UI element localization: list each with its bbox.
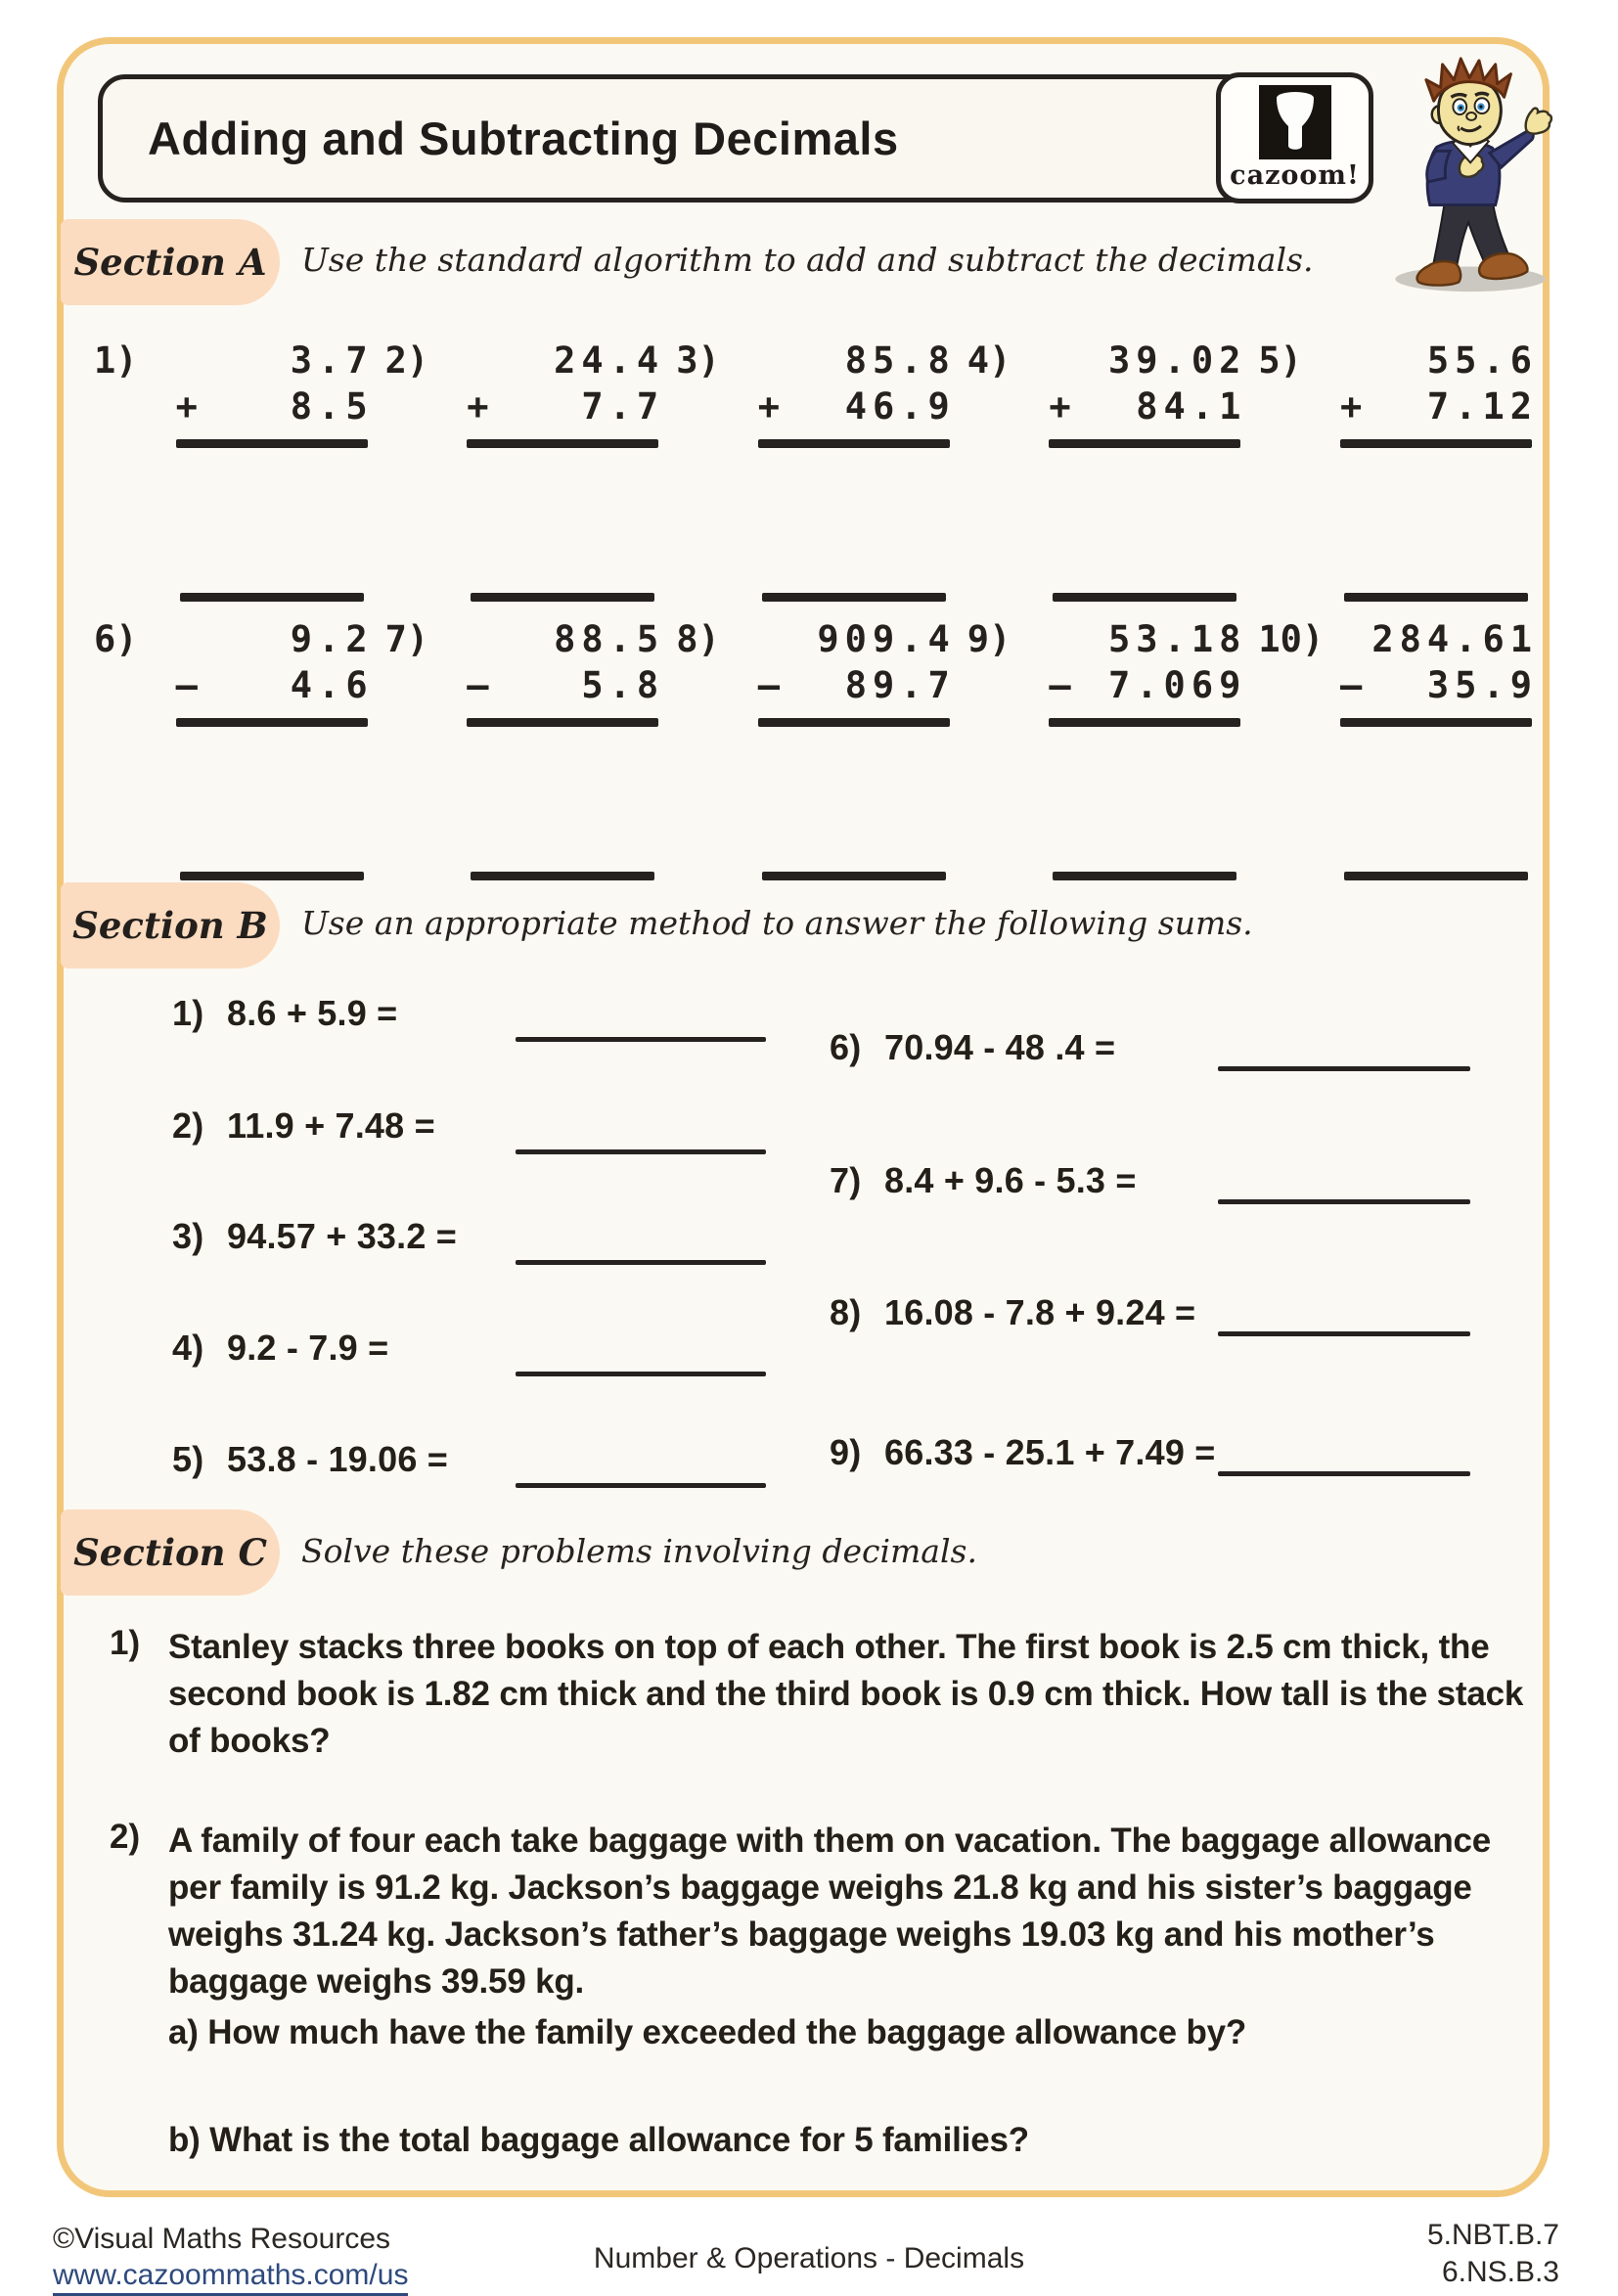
worksheet-category: Number & Operations - Decimals	[593, 2242, 1025, 2274]
answer-line[interactable]	[1344, 872, 1528, 880]
bottom-operand: 5.8	[581, 664, 665, 706]
problem-number: 8)	[830, 1292, 862, 1332]
column-addition-problem	[384, 338, 665, 602]
section-a-label	[61, 219, 280, 305]
problem-number: 6)	[830, 1027, 862, 1067]
problem-number: 10)	[1258, 618, 1325, 660]
problem-number: 2)	[110, 1818, 141, 1856]
sum-line	[1340, 439, 1532, 448]
expression: 16.08 - 7.8 + 9.24 =	[884, 1292, 1196, 1332]
section-c-instruction: Solve these problems involving decimals.	[301, 1532, 977, 1570]
sum-line	[176, 439, 368, 448]
problem-number: 3)	[676, 339, 720, 382]
operator: +	[1340, 385, 1363, 428]
column-subtraction-problem	[676, 616, 956, 880]
answer-line[interactable]	[516, 1037, 766, 1042]
expression: 53.8 - 19.06 =	[227, 1439, 448, 1479]
column-addition-problem	[94, 338, 374, 602]
operator: –	[1340, 664, 1363, 706]
operator: –	[467, 664, 489, 706]
sum-problem	[172, 1328, 388, 1369]
copyright-text: ©Visual Maths Resources	[53, 2223, 391, 2255]
problem-number: 5)	[1258, 339, 1302, 382]
answer-line[interactable]	[1218, 1471, 1470, 1476]
section-a-problem-row	[94, 616, 1538, 880]
top-operand: 9.2	[290, 618, 374, 660]
top-operand: 88.5	[554, 618, 665, 660]
sum-line	[467, 439, 658, 448]
operator: +	[757, 385, 781, 428]
operator: +	[175, 385, 198, 428]
bottom-operand: 7.069	[1108, 664, 1247, 706]
section-b-label-text: Section B	[72, 904, 268, 947]
problem-number: 8)	[676, 618, 720, 660]
section-a-label-text: Section A	[73, 241, 267, 284]
answer-line[interactable]	[1218, 1199, 1470, 1204]
sum-line	[1049, 718, 1240, 727]
sum-line	[176, 718, 368, 727]
problem-number: 2)	[384, 339, 429, 382]
answer-line[interactable]	[1344, 593, 1528, 602]
answer-line[interactable]	[1053, 872, 1236, 880]
answer-line[interactable]	[180, 593, 364, 602]
column-subtraction-problem	[94, 616, 374, 880]
page-title: Adding and Subtracting Decimals	[148, 113, 899, 164]
word-problem-part-a: a) How much have the family exceeded the baggage allowance by?	[168, 2013, 1247, 2051]
bottom-operand: 35.9	[1426, 664, 1538, 706]
column-addition-problem	[1258, 338, 1538, 602]
section-c-label	[61, 1509, 280, 1596]
sum-problem	[830, 1292, 1195, 1333]
sum-line	[758, 439, 950, 448]
answer-line[interactable]	[516, 1483, 766, 1488]
word-problem-text: Stanley stacks three books on top of each other. The first book is 2.5 cm thick, the second book is 1.82 cm thick and the third book is 0.9 cm thick. How tall is the stack of books?	[168, 1628, 1524, 1760]
expression: 94.57 + 33.2 =	[227, 1216, 458, 1256]
expression: 8.6 + 5.9 =	[227, 993, 398, 1033]
word-problem-text: A family of four each take baggage with them on vacation. The baggage allowance per family is 91.2 kg. Jackson’s baggage weighs 21.8 kg and his sister’s baggage weighs 31.24 kg. Jackson’s father’s baggage weighs 19.03 kg and his mother’s baggage weighs 39.59 kg.	[168, 1822, 1492, 2001]
top-operand: 24.4	[554, 339, 665, 382]
problem-number: 9)	[830, 1432, 862, 1472]
answer-line[interactable]	[762, 593, 946, 602]
column-subtraction-problem	[384, 616, 665, 880]
problem-number: 3)	[172, 1216, 204, 1256]
sum-line	[467, 718, 658, 727]
bottom-operand: 7.7	[581, 385, 665, 428]
problem-number: 2)	[172, 1105, 204, 1146]
bottom-operand: 4.6	[290, 664, 374, 706]
standard-code: 6.NS.B.3	[1441, 2256, 1559, 2288]
operator: –	[175, 664, 198, 706]
sum-line	[1049, 439, 1240, 448]
expression: 70.94 - 48 .4 =	[884, 1027, 1116, 1067]
answer-line[interactable]	[180, 872, 364, 880]
top-operand: 53.18	[1108, 618, 1247, 660]
top-operand: 39.02	[1108, 339, 1247, 382]
expression: 9.2 - 7.9 =	[227, 1328, 389, 1368]
sum-problem	[830, 1027, 1115, 1068]
sum-line	[1340, 718, 1532, 727]
problem-number: 7)	[830, 1160, 862, 1200]
expression: 8.4 + 9.6 - 5.3 =	[884, 1160, 1137, 1200]
expression: 66.33 - 25.1 + 7.49 =	[884, 1432, 1216, 1472]
column-addition-problem	[966, 338, 1247, 602]
section-a-instruction: Use the standard algorithm to add and subtract the decimals.	[301, 241, 1314, 279]
bottom-operand: 89.7	[844, 664, 956, 706]
answer-line[interactable]	[1218, 1066, 1470, 1071]
worksheet-title-box	[98, 74, 1372, 203]
sum-problem	[172, 1439, 448, 1480]
cazoom-logo-text: cazoom!	[1230, 160, 1360, 191]
mascot-boy-illustration	[1375, 55, 1579, 295]
top-operand: 55.6	[1426, 339, 1538, 382]
sum-line	[758, 718, 950, 727]
answer-line[interactable]	[471, 593, 654, 602]
top-operand: 85.8	[844, 339, 956, 382]
sum-problem	[172, 1216, 457, 1257]
top-operand: 284.61	[1371, 618, 1538, 660]
top-operand: 909.4	[817, 618, 956, 660]
operator: –	[1049, 664, 1071, 706]
bottom-operand: 8.5	[290, 385, 374, 428]
problem-number: 6)	[94, 618, 138, 660]
problem-number: 5)	[172, 1439, 204, 1479]
sum-problem	[172, 1105, 435, 1147]
answer-line[interactable]	[516, 1372, 766, 1376]
problem-number: 4)	[966, 339, 1011, 382]
answer-line[interactable]	[471, 872, 654, 880]
section-a-problem-row	[94, 338, 1538, 602]
operator: +	[1049, 385, 1071, 428]
answer-line[interactable]	[516, 1260, 766, 1265]
column-subtraction-problem	[966, 616, 1247, 880]
problem-number: 1)	[94, 339, 138, 382]
problem-number: 4)	[172, 1328, 204, 1368]
section-c-label-text: Section C	[73, 1531, 267, 1574]
section-b-label	[61, 882, 280, 968]
operator: +	[467, 385, 489, 428]
bottom-operand: 84.1	[1136, 385, 1247, 428]
bottom-operand: 7.12	[1426, 385, 1538, 428]
answer-line[interactable]	[1053, 593, 1236, 602]
standard-code: 5.NBT.B.7	[1426, 2219, 1559, 2251]
sum-problem	[830, 1432, 1215, 1473]
problem-number: 7)	[384, 618, 429, 660]
word-problem-part-b: b) What is the total baggage allowance for 5 families?	[168, 2121, 1029, 2159]
column-addition-problem	[676, 338, 956, 602]
answer-line[interactable]	[516, 1149, 766, 1154]
expression: 11.9 + 7.48 =	[227, 1105, 435, 1146]
column-subtraction-problem	[1258, 616, 1538, 880]
top-operand: 3.7	[290, 339, 374, 382]
answer-line[interactable]	[762, 872, 946, 880]
sum-problem	[830, 1160, 1137, 1201]
section-b-instruction: Use an appropriate method to answer the following sums.	[301, 904, 1253, 942]
problem-number: 1)	[110, 1624, 141, 1662]
bottom-operand: 46.9	[844, 385, 956, 428]
answer-line[interactable]	[1218, 1331, 1470, 1336]
problem-number: 9)	[966, 618, 1011, 660]
sum-problem	[172, 993, 397, 1034]
problem-number: 1)	[172, 993, 204, 1033]
drum-icon	[1259, 85, 1331, 159]
cazoom-logo	[1216, 72, 1373, 203]
operator: –	[757, 664, 781, 706]
website-link[interactable]: www.cazoommaths.com/us	[53, 2259, 408, 2296]
